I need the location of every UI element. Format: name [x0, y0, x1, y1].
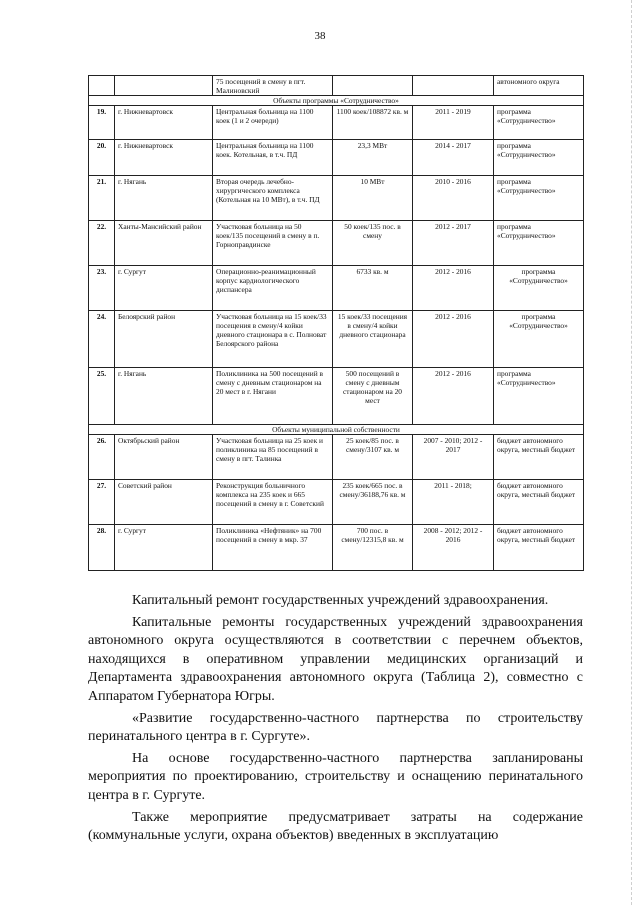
row-object: Поликлиника на 500 посещений в смену с дневным стационаром на 20 мест в г. Нягани — [213, 368, 333, 425]
row-source: автономного округа — [494, 76, 584, 96]
row-number: 28. — [89, 525, 115, 571]
row-capacity: 10 МВт — [333, 176, 413, 221]
table-row — [89, 480, 584, 525]
row-location — [115, 76, 213, 96]
row-number: 25. — [89, 368, 115, 425]
row-period: 2012 - 2017 — [413, 221, 494, 266]
row-capacity: 25 коек/85 пос. в смену/3107 кв. м — [333, 435, 413, 480]
row-capacity: 235 коек/665 пос. в смену/36188,76 кв. м — [333, 480, 413, 525]
row-location: Советский район — [115, 480, 213, 525]
row-object: Центральная больница на 1100 коек. Котельная, в т.ч. ПД — [213, 140, 333, 176]
objects-table — [88, 75, 584, 571]
paragraph-costs: Также мероприятие предусматривает затраты на содержание (коммунальные услуги, охрана объектов) введенных в эксплуатацию — [88, 809, 583, 844]
body-text — [88, 592, 583, 846]
row-number: 19. — [89, 106, 115, 140]
paragraph-capital-repair: Капитальные ремонты государственных учреждений здравоохранения автономного округа осуществляются в соответствии с перечнем объектов, находящихся в оперативном управлении медицинских организаций и Департамента здравоохранения автономного округа (Таблица 2), совместно с Аппаратом Губернатора Югры. — [88, 614, 583, 704]
row-source: программа «Сотрудничество» — [494, 176, 584, 221]
row-period: 2007 - 2010; 2012 - 2017 — [413, 435, 494, 480]
row-capacity: 1100 коек/108872 кв. м — [333, 106, 413, 140]
row-object: Участковая больница на 25 коек и поликлиника на 85 посещений в смену в пгт. Талинка — [213, 435, 333, 480]
row-number: 24. — [89, 311, 115, 368]
row-source: программа «Сотрудничество» — [494, 368, 584, 425]
table-row — [89, 266, 584, 311]
row-number: 26. — [89, 435, 115, 480]
row-number — [89, 76, 115, 96]
row-source: бюджет автономного округа, местный бюджет — [494, 480, 584, 525]
row-location: г. Сургут — [115, 266, 213, 311]
row-capacity: 700 пос. в смену/12315,8 кв. м — [333, 525, 413, 571]
row-period: 2012 - 2016 — [413, 368, 494, 425]
row-period: 2011 - 2019 — [413, 106, 494, 140]
table-row — [89, 311, 584, 368]
row-source: программа «Сотрудничество» — [494, 221, 584, 266]
row-object: Участковая больница на 15 коек/33 посещения в смену/4 койки дневного стационара в с. Полноват Белоярского района — [213, 311, 333, 368]
scan-edge-line — [630, 0, 632, 905]
table-row — [89, 221, 584, 266]
row-period — [413, 76, 494, 96]
row-location: Октябрьский район — [115, 435, 213, 480]
row-source: программа «Сотрудничество» — [494, 311, 584, 368]
row-number: 21. — [89, 176, 115, 221]
row-period: 2011 - 2018; — [413, 480, 494, 525]
section-header-row — [89, 425, 584, 435]
row-source: программа «Сотрудничество» — [494, 106, 584, 140]
row-number: 22. — [89, 221, 115, 266]
row-number: 27. — [89, 480, 115, 525]
section-header-municipal: Объекты муниципальной собственности — [89, 425, 584, 435]
page-number: 38 — [314, 30, 326, 42]
row-period: 2008 - 2012; 2012 - 2016 — [413, 525, 494, 571]
row-capacity: 15 коек/33 посещения в смену/4 койки дневного стационара — [333, 311, 413, 368]
row-object: Вторая очередь лечебно-хирургического комплекса (Котельная на 10 МВт), в т.ч. ПД — [213, 176, 333, 221]
row-source: программа «Сотрудничество» — [494, 266, 584, 311]
row-location: г. Нягань — [115, 176, 213, 221]
row-number: 20. — [89, 140, 115, 176]
row-object: Центральная больница на 1100 коек (1 и 2 очереди) — [213, 106, 333, 140]
paragraph-ppp-heading: «Развитие государственно-частного партнерства по строительству перинатального центра в г. Сургуте». — [88, 710, 583, 745]
row-capacity: 6733 кв. м — [333, 266, 413, 311]
table-row — [89, 106, 584, 140]
row-number: 23. — [89, 266, 115, 311]
table-row — [89, 525, 584, 571]
row-period: 2012 - 2016 — [413, 266, 494, 311]
row-location: Белоярский район — [115, 311, 213, 368]
table-row — [89, 140, 584, 176]
row-location: г. Нижневартовск — [115, 106, 213, 140]
row-source: программа «Сотрудничество» — [494, 140, 584, 176]
row-object: Реконструкция больничного комплекса на 235 коек и 665 посещений в смену в г. Советский — [213, 480, 333, 525]
row-object: Операционно-реанимационный корпус кардиологического диспансера — [213, 266, 333, 311]
row-period: 2012 - 2016 — [413, 311, 494, 368]
row-object: Участковая больница на 50 коек/135 посещений в смену в п. Горноправдинске — [213, 221, 333, 266]
row-location: г. Нягань — [115, 368, 213, 425]
row-capacity: 500 посещений в смену с дневным стационаром на 20 мест — [333, 368, 413, 425]
section-header-row — [89, 96, 584, 106]
table-row — [89, 435, 584, 480]
row-capacity — [333, 76, 413, 96]
row-period: 2010 - 2016 — [413, 176, 494, 221]
row-source: бюджет автономного округа, местный бюджет — [494, 525, 584, 571]
table-row — [89, 368, 584, 425]
paragraph-capital-repair-heading: Капитальный ремонт государственных учреждений здравоохранения. — [132, 593, 549, 608]
section-header-cooperation: Объекты программы «Сотрудничество» — [89, 96, 584, 106]
row-period: 2014 - 2017 — [413, 140, 494, 176]
row-location: г. Нижневартовск — [115, 140, 213, 176]
row-object: 75 посещений в смену в пгт. Малиновский — [213, 76, 333, 96]
paragraph-ppp: На основе государственно-частного партнерства запланированы мероприятия по проектированию, строительству и оснащению перинатального центра в г. Сургуте. — [88, 750, 583, 803]
row-location: Ханты-Мансийский район — [115, 221, 213, 266]
table-row — [89, 76, 584, 96]
table-row — [89, 176, 584, 221]
row-location: г. Сургут — [115, 525, 213, 571]
row-capacity: 23,3 МВт — [333, 140, 413, 176]
row-source: бюджет автономного округа, местный бюджет — [494, 435, 584, 480]
row-object: Поликлиника «Нефтяник» на 700 посещений в смену в мкр. 37 — [213, 525, 333, 571]
row-capacity: 50 коек/135 пос. в смену — [333, 221, 413, 266]
